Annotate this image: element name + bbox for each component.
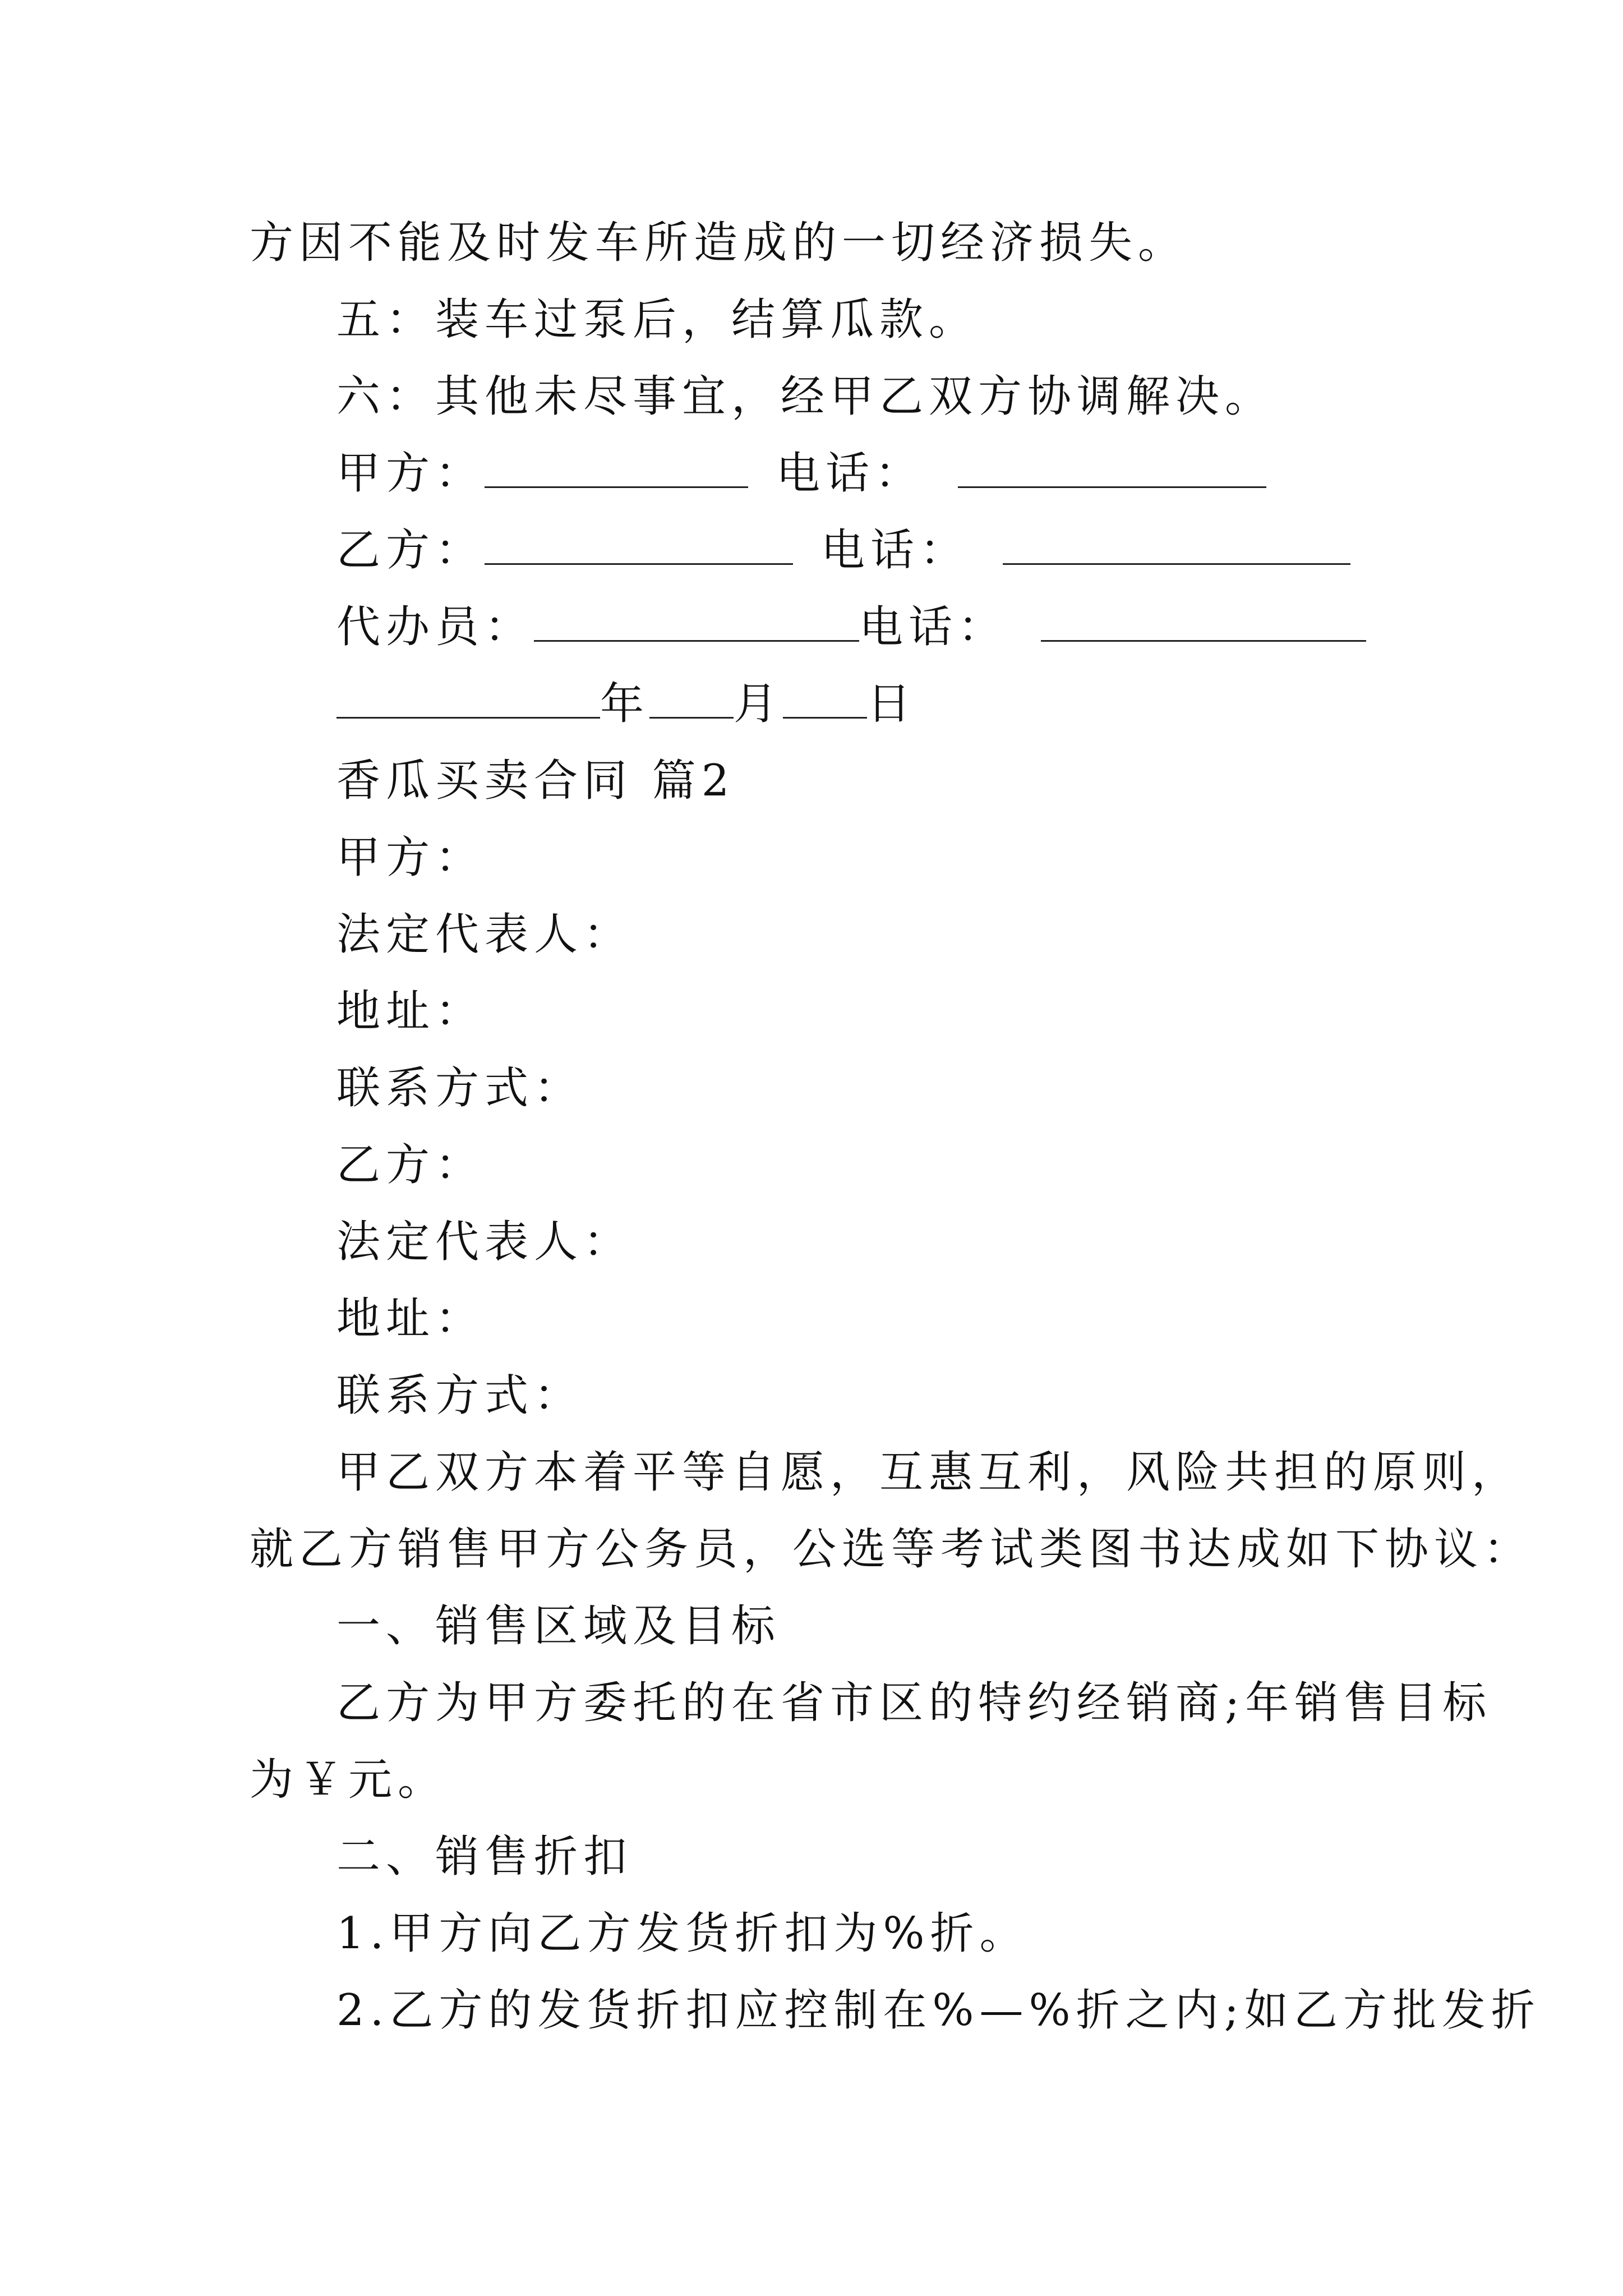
day-blank <box>783 680 867 719</box>
section-one-text-line-1: 乙方为甲方委托的在省市区的特约经销商;年销售目标 <box>336 1678 1492 1728</box>
section-heading: 香瓜买卖合同 篇2 <box>336 756 735 806</box>
month-blank <box>649 680 734 719</box>
agreement-paragraph-line-2: 就乙方销售甲方公务员，公选等考试类图书达成如下协议： <box>250 1524 1533 1575</box>
year-label: 年 <box>600 679 650 729</box>
party-b-field: 乙方： <box>336 1140 485 1190</box>
year-blank <box>336 680 600 719</box>
signature-party-a-row <box>336 445 1266 501</box>
day-label: 日 <box>867 679 917 729</box>
agent-blank <box>534 603 859 642</box>
party-a-phone-label: 电话： <box>776 448 925 499</box>
signature-party-b-row <box>336 522 1350 578</box>
month-label: 月 <box>734 679 783 729</box>
party-b-phone-blank <box>1003 526 1350 565</box>
agent-phone-label: 电话： <box>859 602 1008 652</box>
paragraph-line: 方因不能及时发车所造成的一切经济损失。 <box>250 218 1188 268</box>
party-b-blank <box>485 526 793 565</box>
party-a-representative-field: 法定代表人： <box>336 909 633 960</box>
section-one-text-line-2: 为￥元。 <box>250 1755 448 1805</box>
section-two-item-2: 2.乙方的发货折扣应控制在%—%折之内;如乙方批发折 <box>336 1985 1541 2036</box>
agreement-paragraph-line-1: 甲乙双方本着平等自愿，互惠互利，风险共担的原则， <box>336 1447 1521 1498</box>
party-a-contact-field: 联系方式： <box>336 1063 584 1114</box>
party-a-phone-blank <box>958 449 1266 488</box>
party-b-address-field: 地址： <box>336 1294 485 1344</box>
party-b-contact-field: 联系方式： <box>336 1370 584 1421</box>
signature-agent-row <box>336 599 1366 655</box>
party-b-label: 乙方： <box>336 525 485 576</box>
party-a-label: 甲方： <box>336 448 485 499</box>
party-a-field: 甲方： <box>336 832 485 883</box>
party-a-address-field: 地址： <box>336 986 485 1037</box>
agent-phone-blank <box>1041 603 1366 642</box>
party-a-blank <box>485 449 748 488</box>
section-two-heading: 二、销售折扣 <box>336 1832 633 1882</box>
party-b-representative-field: 法定代表人： <box>336 1217 633 1267</box>
party-b-phone-label: 电话： <box>821 525 970 576</box>
agent-label: 代办员： <box>336 602 534 652</box>
clause-five: 五：装车过泵后，结算瓜款。 <box>336 295 979 345</box>
clause-six: 六：其他未尽事宜，经甲乙双方协调解决。 <box>336 371 1275 422</box>
signature-date-row <box>336 676 916 732</box>
section-two-item-1: 1.甲方向乙方发货折扣为%折。 <box>336 1908 1029 1959</box>
section-one-heading: 一、销售区域及目标 <box>336 1601 781 1651</box>
